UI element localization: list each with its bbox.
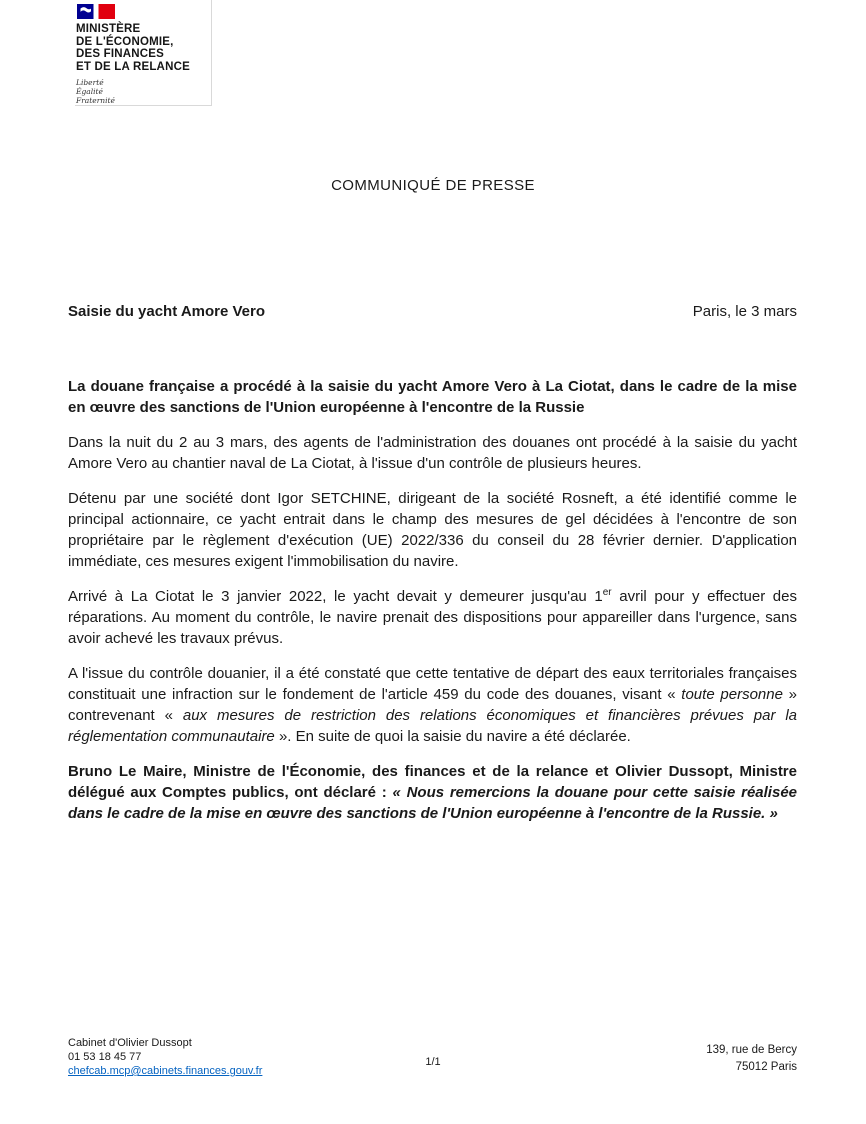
quoted-term: toute personne <box>681 686 783 703</box>
paragraph-ministers-statement <box>68 761 797 824</box>
footer-email-link[interactable]: chefcab.mcp@cabinets.finances.gouv.fr <box>68 1065 263 1077</box>
quoted-regulation-text: aux mesures de restriction des relations économiques et financières prévues par la réglementation communautaire <box>68 707 798 745</box>
motto-line: Égalité <box>76 86 103 96</box>
footer-address-line: 139, rue de Bercy <box>706 1044 797 1056</box>
paragraph-3-text: avril pour y effectuer des réparations. Au moment du contrôle, le navire prenait des dispositions pour appareiller dans l'urgence, sans avoir achevé les travaux prévus. <box>68 588 797 647</box>
paragraph-2: Détenu par une société dont Igor SETCHINE, dirigeant de la société Rosneft, a été identifié comme le principal actionnaire, ce yacht entrait dans le champ des mesures de gel décidées à l'encontre de son propriétaire par le règlement d'exécution (UE) 2022/336 du conseil du 28 février dernier. D'application immédiate, ces mesures exigent l'immobilisation du navire. <box>68 490 797 570</box>
paragraph-4 <box>68 663 797 747</box>
ministry-name-line: MINISTÈRE <box>76 23 141 35</box>
paragraph-3 <box>68 586 797 649</box>
footer-address-line: 75012 Paris <box>735 1061 797 1073</box>
statement-intro: Bruno Le Maire, Ministre de l'Économie, des finances et de la relance et Olivier Dussopt, Ministre délégué aux Comptes publics, ont déclaré : <box>68 763 797 801</box>
paragraph-4-text: » contrevenant « <box>68 686 798 724</box>
motto-line: Liberté <box>76 78 104 88</box>
footer-contact-name: Cabinet d'Olivier Dussopt <box>68 1037 192 1049</box>
ministry-name-line: ET DE LA RELANCE <box>76 60 190 73</box>
ministry-name-line: DE L'ÉCONOMIE, <box>76 35 174 48</box>
ministry-name-line: DES FINANCES <box>76 48 165 61</box>
footer-address-block <box>706 1042 797 1076</box>
republic-motto <box>76 79 211 105</box>
paragraph-4-text: A l'issue du contrôle douanier, il a été constaté que cette tentative de départ des eaux territoriales françaises constituait une infraction sur le fondement de l'article 459 du code des douanes, visant « <box>68 665 797 703</box>
body-text <box>68 376 797 838</box>
ordinal-superscript: er <box>602 587 612 598</box>
footer-contact-phone: 01 53 18 45 77 <box>68 1051 142 1063</box>
page-title: Saisie du yacht Amore Vero <box>68 303 266 320</box>
paragraph-1: Dans la nuit du 2 au 3 mars, des agents de l'administration des douanes ont procédé à la saisie du yacht Amore Vero au chantier naval de La Ciotat, à l'issue d'un contrôle de plusieurs heures. <box>68 434 797 472</box>
ministry-logo-block <box>75 0 212 106</box>
ministry-name <box>76 23 211 73</box>
french-flag-icon <box>77 4 115 19</box>
motto-line: Fraternité <box>76 95 115 105</box>
paragraph-4-text: ». En suite de quoi la saisie du navire a été déclarée. <box>274 728 631 745</box>
doc-type-heading: COMMUNIQUÉ DE PRESSE <box>331 177 535 194</box>
statement-quote: « Nous remercions la douane pour cette saisie réalisée dans le cadre de la mise en œuvre des sanctions de l'Union européenne à l'encontre de la Russie. » <box>68 784 797 822</box>
paragraph-3-text: Arrivé à La Ciotat le 3 janvier 2022, le yacht devait y demeurer jusqu'au 1 <box>68 588 603 605</box>
page-number: 1/1 <box>425 1056 441 1068</box>
dateline: Paris, le 3 mars <box>692 303 797 320</box>
paragraph-lead: La douane française a procédé à la saisie du yacht Amore Vero à La Ciotat, dans le cadre de la mise en œuvre des sanctions de l'Union européenne à l'encontre de la Russie <box>68 378 797 416</box>
title-row <box>68 303 797 320</box>
